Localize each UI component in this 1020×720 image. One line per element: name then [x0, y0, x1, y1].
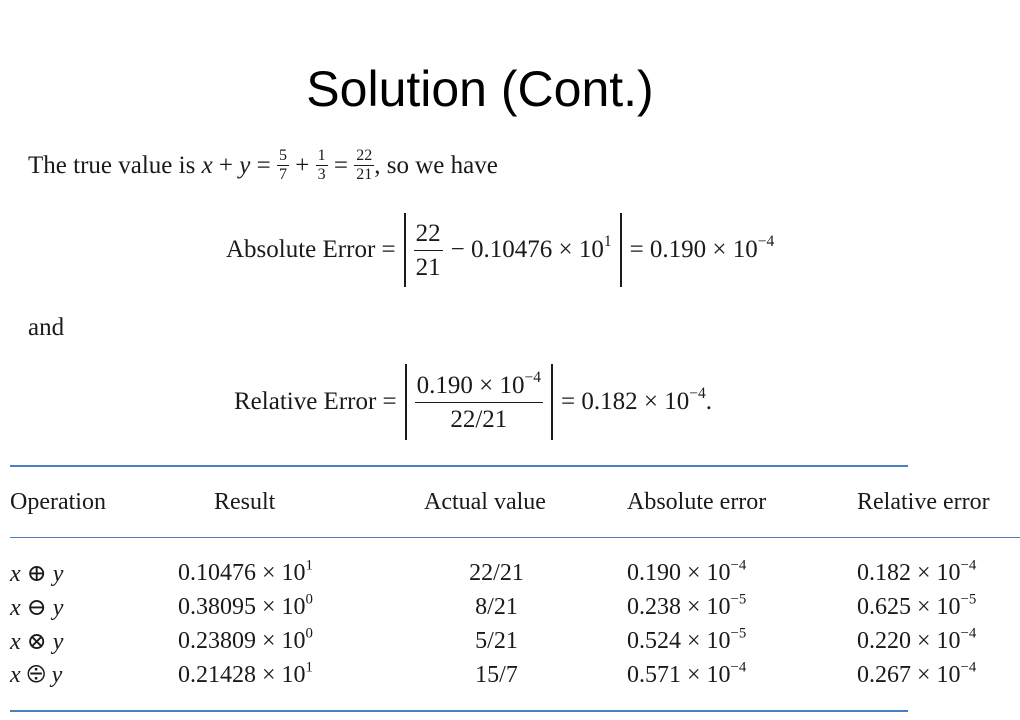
result-exponent: 0 [305, 591, 313, 608]
numerator-exponent: −4 [524, 368, 542, 386]
result-exponent: 0 [305, 625, 313, 642]
fraction-denominator: 3 [317, 166, 326, 183]
actual-value-cell: 8/21 [475, 593, 518, 620]
table-row [10, 538, 1020, 591]
operation-cell [10, 624, 170, 658]
fraction-numerator: 1 [317, 147, 326, 164]
operand-y: y [52, 628, 64, 655]
rel-base: 0.625 × 10 [857, 593, 961, 620]
oplus-icon: ⊕ [26, 560, 47, 587]
relative-error-cell [827, 590, 1020, 624]
result-exponent: −4 [757, 233, 775, 251]
result-base: 0.21428 × 10 [178, 661, 306, 688]
header-absolute-error: Absolute error [627, 488, 767, 515]
result-exponent: 1 [305, 557, 313, 574]
header-actual-value: Actual value [424, 488, 546, 515]
absolute-error-cell [599, 590, 827, 624]
odiv-icon: ⨸ [26, 661, 46, 688]
result-cell [170, 658, 414, 710]
operand-x: x [10, 628, 21, 655]
intro-prefix: The true value is [28, 151, 196, 179]
abs-exponent: −4 [730, 659, 747, 676]
table-row [10, 624, 1020, 658]
fraction-denominator: 22/21 [450, 405, 508, 433]
equals-sign: = [256, 151, 271, 179]
absolute-error-equation [226, 213, 774, 287]
fraction-denominator: 21 [356, 166, 373, 183]
fraction-denominator: 21 [415, 253, 441, 281]
rel-base: 0.182 × 10 [857, 559, 961, 586]
result-cell [170, 624, 414, 658]
rel-exponent: −5 [960, 591, 977, 608]
table-header-row [10, 467, 1020, 538]
equals-sign-2: = [333, 151, 348, 179]
slide-title: Solution (Cont.) [306, 61, 654, 117]
result-base: = 0.190 × 10 [629, 236, 758, 263]
rel-exponent: −4 [960, 625, 977, 642]
fraction-numerator [415, 368, 543, 403]
relative-error-equation [234, 364, 712, 440]
plus-sign: + [218, 151, 234, 179]
operand-y: y [51, 661, 63, 688]
relative-error-label: Relative Error = [234, 388, 397, 415]
absolute-error-cell [599, 538, 827, 591]
table-row [10, 658, 1020, 710]
absolute-error-cell [599, 658, 827, 710]
minus-term-exponent: 1 [603, 233, 612, 251]
absolute-value-bars [405, 364, 553, 440]
rel-base: 0.267 × 10 [857, 661, 961, 688]
rel-exponent: −4 [960, 557, 977, 574]
actual-value-cell: 5/21 [475, 627, 518, 654]
and-text: and [28, 314, 65, 341]
numerator-base: 0.190 × 10 [416, 371, 525, 399]
table-bottom-rule [10, 710, 908, 712]
abs-exponent: −5 [730, 625, 747, 642]
result-exponent: −4 [689, 385, 706, 403]
result-cell [170, 538, 414, 591]
relative-error-cell [827, 538, 1020, 591]
result-base: 0.10476 × 10 [178, 559, 306, 586]
result-base: 0.38095 × 10 [178, 593, 306, 620]
operand-x: x [10, 594, 21, 621]
result-cell [170, 590, 414, 624]
result-exponent: 1 [305, 659, 313, 676]
table-row [10, 590, 1020, 624]
operation-cell [10, 538, 170, 591]
actual-value-cell: 15/7 [475, 661, 518, 688]
abs-exponent: −4 [730, 557, 747, 574]
ominus-icon: ⊖ [26, 594, 47, 621]
abs-exponent: −5 [730, 591, 747, 608]
operation-cell [10, 590, 170, 624]
relative-error-result [561, 385, 712, 416]
result-base: = 0.182 × 10 [561, 388, 690, 415]
intro-suffix: , so we have [374, 151, 498, 179]
header-relative-error: Relative error [857, 488, 990, 515]
absolute-error-label: Absolute Error = [226, 236, 396, 263]
rel-exponent: −4 [960, 659, 977, 676]
abs-base: 0.571 × 10 [627, 661, 731, 688]
result-base: 0.23809 × 10 [178, 627, 306, 654]
fraction-1-3 [316, 148, 328, 183]
relative-error-cell [827, 658, 1020, 710]
operand-x: x [10, 560, 21, 587]
absolute-error-result [629, 233, 775, 264]
minus-term [450, 233, 612, 264]
fraction-relative [415, 368, 543, 433]
intro-sentence [28, 148, 498, 183]
absolute-error-cell [599, 624, 827, 658]
abs-base: 0.524 × 10 [627, 627, 731, 654]
minus-term-base: − 0.10476 × 10 [450, 236, 604, 263]
fraction-22-21 [414, 221, 443, 280]
header-operation: Operation [10, 488, 106, 515]
fraction-denominator: 7 [279, 166, 287, 183]
plus-sign-2: + [295, 151, 310, 179]
relative-error-cell [827, 624, 1020, 658]
header-result: Result [214, 488, 276, 515]
operand-x: x [10, 661, 21, 688]
rel-base: 0.220 × 10 [857, 627, 961, 654]
result-period: . [705, 388, 712, 415]
fraction-numerator: 22 [414, 221, 443, 251]
var-x: x [201, 151, 213, 179]
abs-base: 0.238 × 10 [627, 593, 731, 620]
operand-y: y [52, 594, 64, 621]
fraction-numerator: 5 [279, 147, 287, 164]
fraction-numerator: 22 [356, 147, 373, 164]
operand-y: y [52, 560, 64, 587]
abs-base: 0.190 × 10 [627, 559, 731, 586]
otimes-icon: ⊗ [26, 628, 47, 655]
results-table [10, 467, 1020, 710]
var-y: y [239, 151, 251, 179]
actual-value-cell: 22/21 [469, 559, 524, 586]
fraction-22-21 [354, 148, 374, 183]
fraction-5-7 [277, 148, 289, 183]
operation-cell [10, 658, 170, 710]
absolute-value-bars [404, 213, 622, 287]
